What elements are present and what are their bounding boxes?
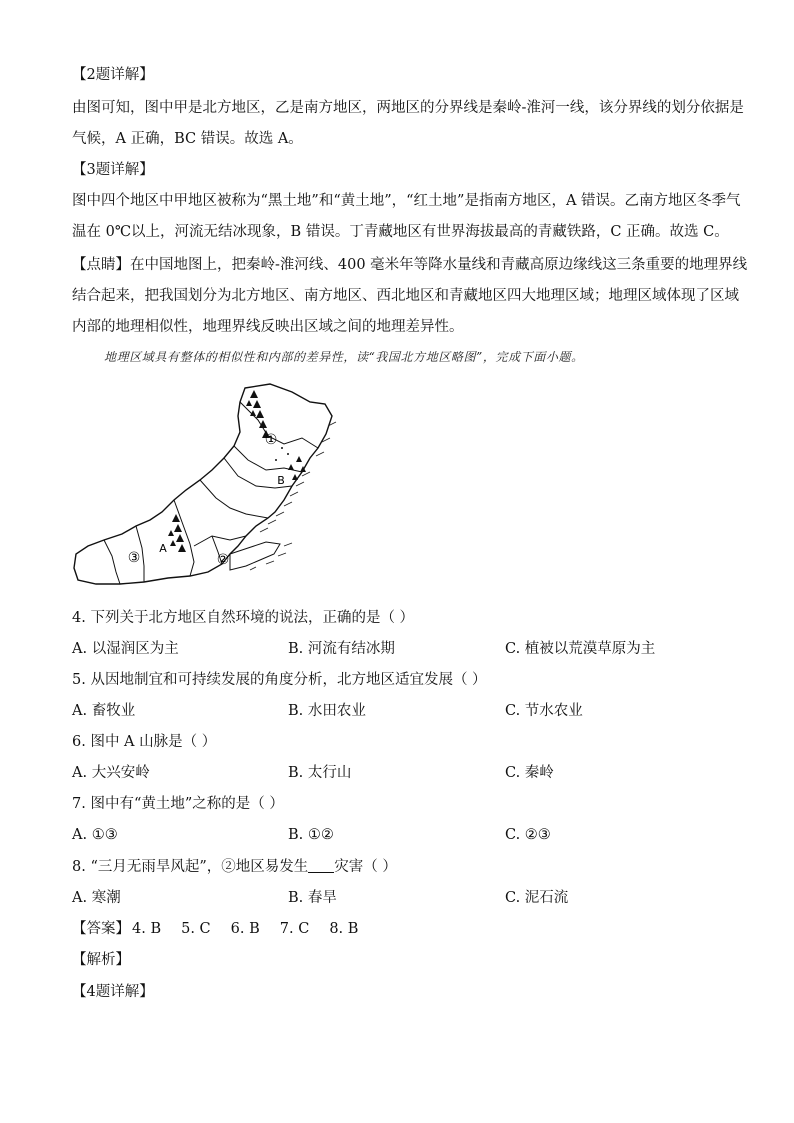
answer-item: 4. B: [132, 921, 162, 937]
north-china-map: [70, 376, 350, 591]
question-8-option-c[interactable]: C. 泥石流: [505, 890, 569, 906]
map-coast-dots: [275, 447, 289, 461]
map-label-1: ①: [264, 432, 278, 448]
question-8-option-b[interactable]: B. 春旱: [288, 890, 337, 906]
question-6-option-b[interactable]: B. 太行山: [288, 765, 352, 781]
map-label-2: ②: [216, 552, 230, 568]
map-boundary-7: [104, 540, 120, 584]
answer-line: [72, 918, 378, 940]
section-4-header: 【4题详解】: [72, 984, 154, 1000]
question-6-option-a[interactable]: A. 大兴安岭: [72, 765, 150, 781]
map-mountain-changbai: [288, 456, 306, 480]
question-5-option-a[interactable]: A. 畜牧业: [72, 703, 136, 719]
answer-item: 6. B: [230, 921, 260, 937]
map-label-b: B: [277, 474, 285, 487]
map-boundary-1: [240, 402, 318, 448]
tip-line-3: 内部的地理相似性，地理界线反映出区域之间的地理差异性。: [72, 319, 464, 335]
section-2-line-1: 由图可知，图中甲是北方地区，乙是南方地区，两地区的分界线是秦岭-淮河一线，该分界线的划分依据是: [72, 100, 744, 116]
map-coast-hatching: [250, 422, 336, 570]
question-7-stem: 7. 图中有“黄土地”之称的是（ ）: [72, 796, 284, 812]
question-6-option-c[interactable]: C. 秦岭: [505, 765, 554, 781]
section-2-line-2: 气候，A 正确，BC 错误。故选 A。: [72, 131, 303, 147]
map-label-a: A: [159, 542, 167, 555]
answer-item: 7. C: [279, 921, 310, 937]
question-4-stem: 4. 下列关于北方地区自然环境的说法，正确的是（ ）: [72, 610, 415, 626]
map-boundary-5: [174, 500, 194, 576]
section-2-header: 【2题详解】: [72, 67, 154, 83]
question-6-stem: 6. 图中 A 山脉是（ ）: [72, 734, 217, 750]
tip-line-2: 结合起来，把我国划分为北方地区、南方地区、西北地区和青藏地区四大地理区域；地理区域体现了区域: [72, 288, 739, 304]
question-8-blank: [308, 858, 334, 873]
question-8-stem-part-1: 8. “三月无雨旱风起”，②地区易发生: [72, 859, 309, 875]
question-8-stem: [72, 856, 397, 878]
map-caption: 地理区域具有整体的相似性和内部的差异性，读“我国北方地区略图”，完成下面小题。: [104, 350, 584, 364]
question-4-option-c[interactable]: C. 植被以荒漠草原为主: [505, 641, 656, 657]
section-3-line-2: 温在 0℃以上，河流无结冰现象，B 错误。丁青藏地区有世界海拔最高的青藏铁路，C 正确。故选 C。: [72, 224, 729, 240]
map-mountain-greater-khingan: [246, 390, 270, 438]
question-7-option-a[interactable]: A. ①③: [72, 827, 118, 843]
question-7-option-c[interactable]: C. ②③: [505, 827, 551, 843]
question-8-stem-part-2: 灾害（ ）: [334, 859, 397, 875]
section-3-line-1: 图中四个地区中甲地区被称为“黑土地”和“黄土地”，“红土地”是指南方地区，A 错误。乙南方地区冬季气: [72, 193, 741, 209]
answer-item: 8. B: [329, 921, 359, 937]
question-7-option-b[interactable]: B. ①②: [288, 827, 334, 843]
question-4-option-b[interactable]: B. 河流有结冰期: [288, 641, 395, 657]
question-4-option-a[interactable]: A. 以湿润区为主: [72, 641, 179, 657]
tip-text-1: 在中国地图上，把秦岭-淮河线、400 毫米年等降水量线和青藏高原边缘线这三条重要的地理界线: [130, 257, 748, 273]
map-boundary-8: [194, 536, 246, 546]
map-label-3: ③: [127, 550, 141, 566]
answer-item: 5. C: [181, 921, 211, 937]
question-5-option-b[interactable]: B. 水田农业: [288, 703, 366, 719]
question-5-option-c[interactable]: C. 节水农业: [505, 703, 583, 719]
section-3-header: 【3题详解】: [72, 162, 154, 178]
map-mountain-taihang: [168, 514, 186, 552]
tip-header: 【点睛】: [72, 257, 130, 273]
question-8-option-a[interactable]: A. 寒潮: [72, 890, 121, 906]
answer-label: 【答案】: [72, 921, 130, 937]
tip-line-1: [72, 254, 747, 276]
question-5-stem: 5. 从因地制宜和可持续发展的角度分析，北方地区适宜发展（ ）: [72, 672, 487, 688]
analysis-header: 【解析】: [72, 952, 130, 968]
